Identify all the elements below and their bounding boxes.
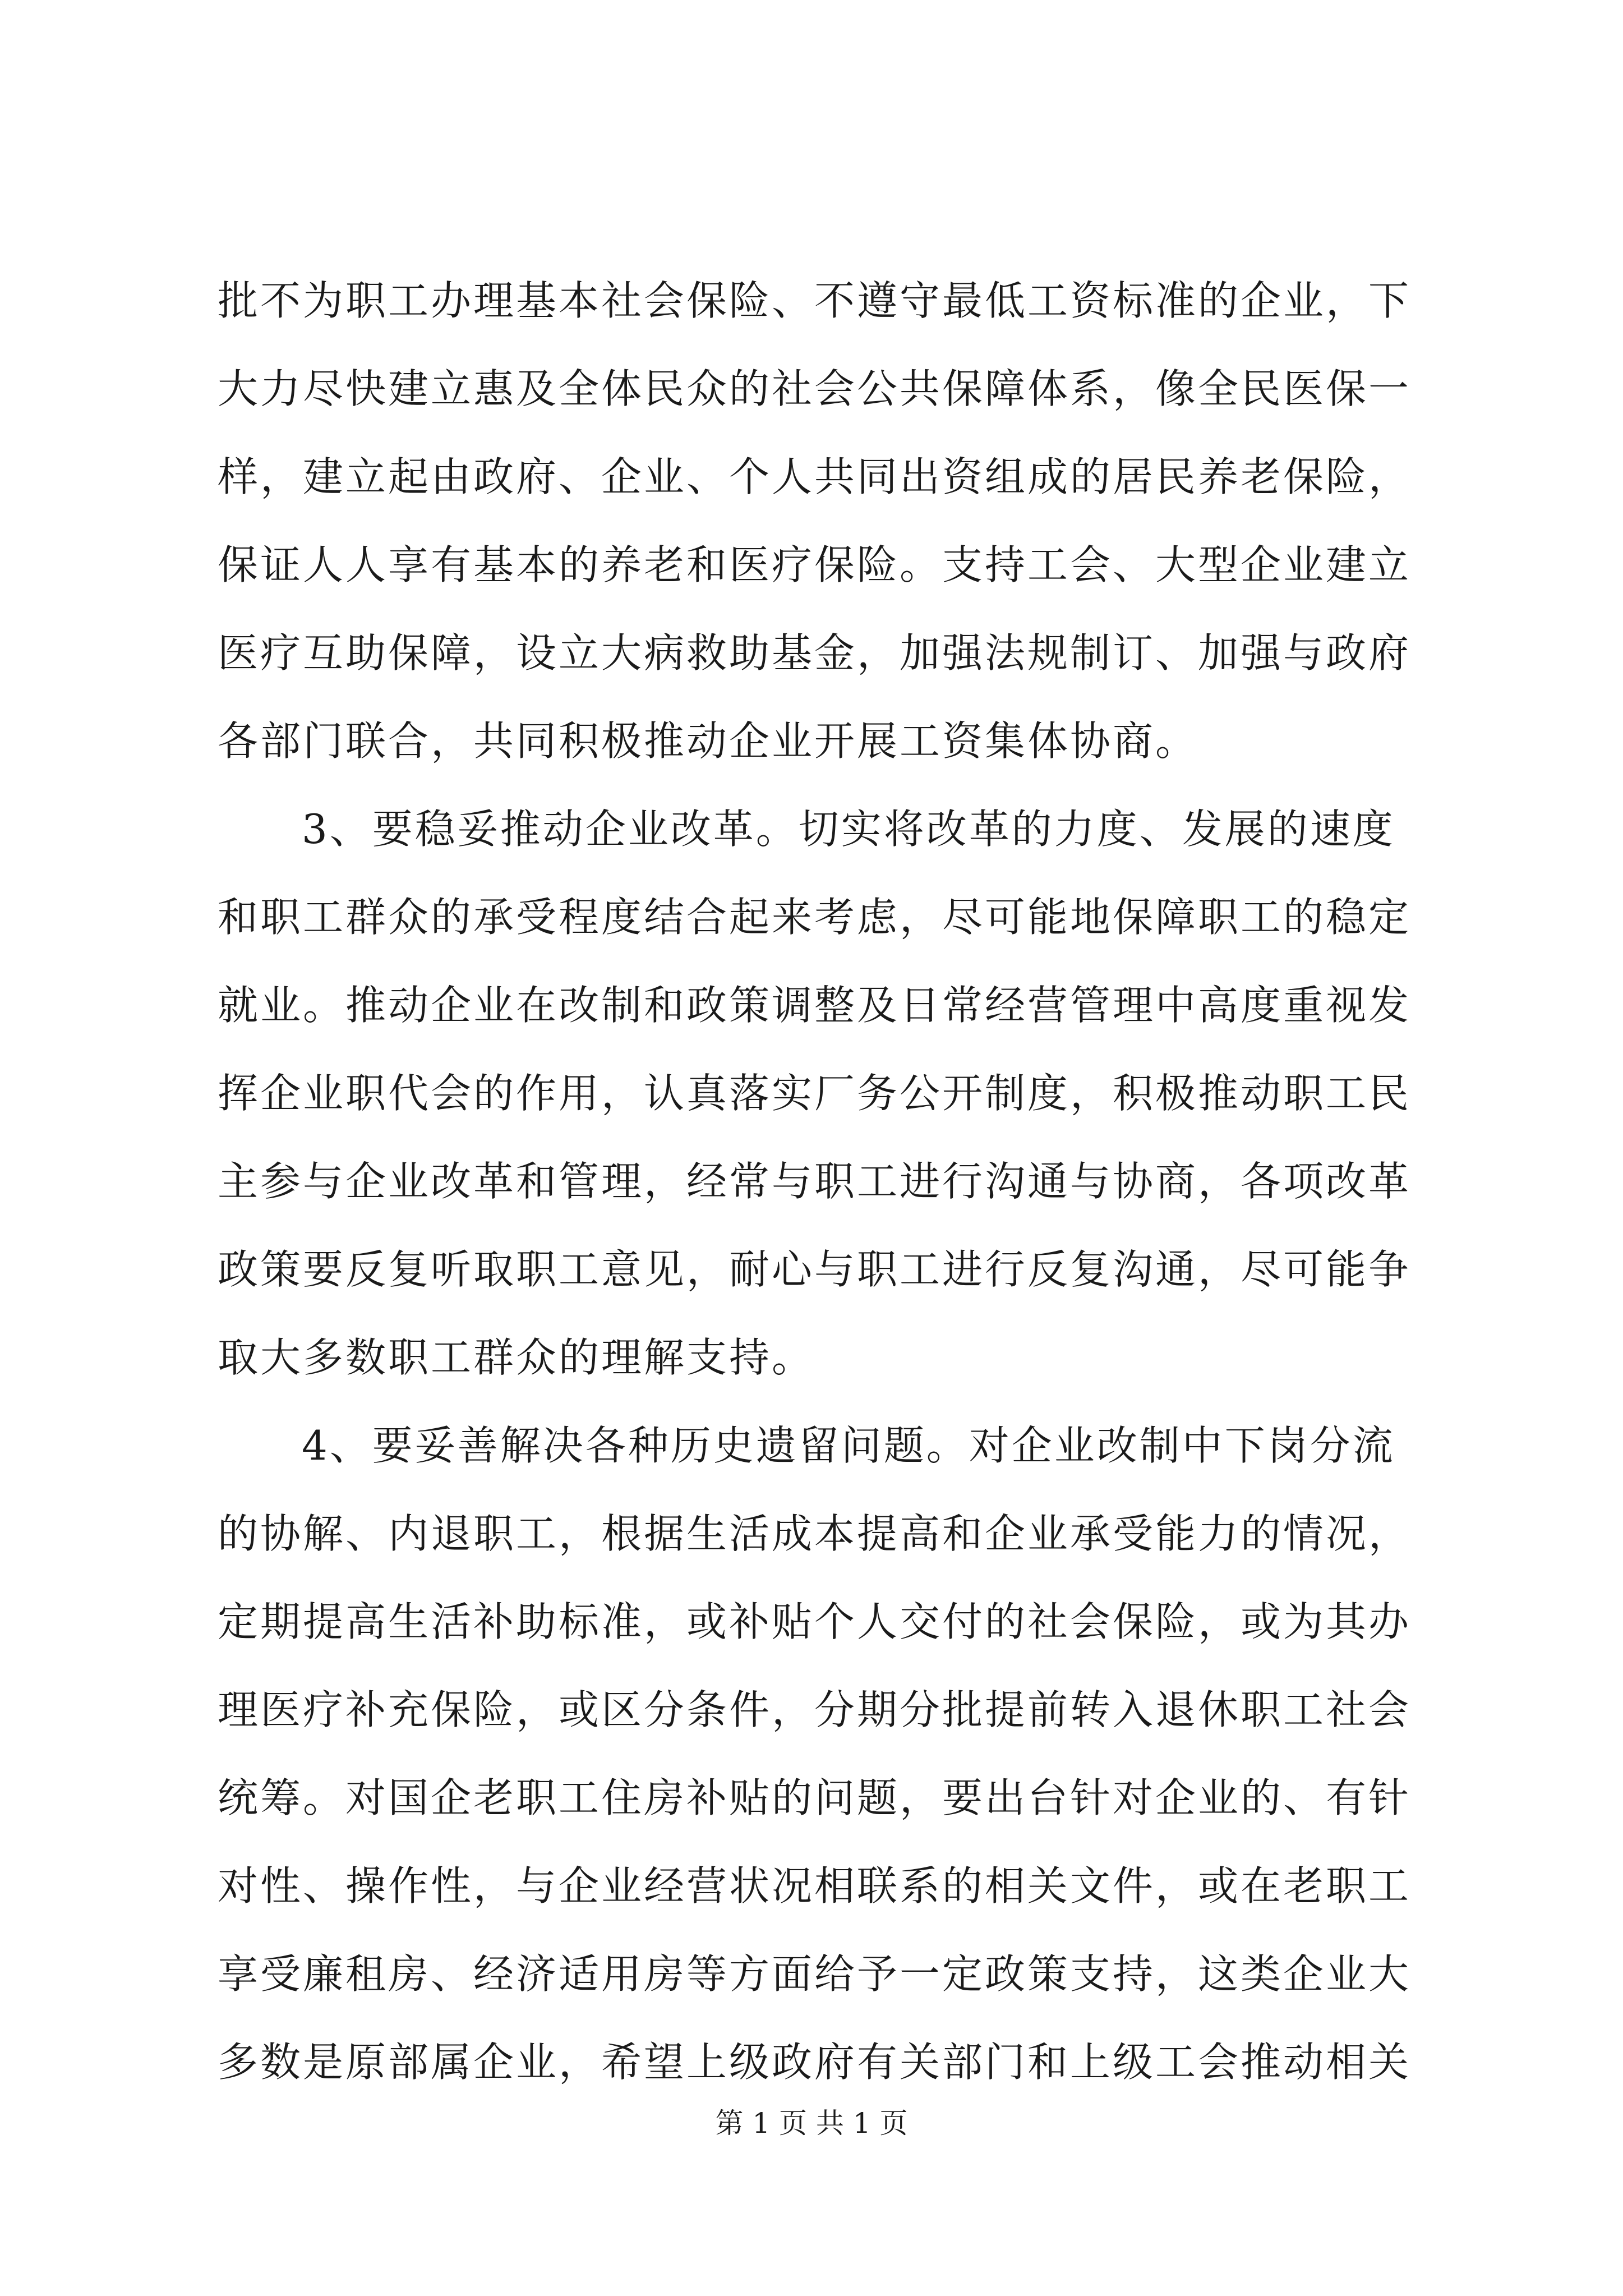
page-footer: 第 1 页 共 1 页 (715, 2107, 908, 2139)
text-line: 医疗互助保障，设立大病救助基金，加强法规制订、加强与政府 (218, 629, 1412, 677)
text-line: 大力尽快建立惠及全体民众的社会公共保障体系，像全民医保一 (218, 365, 1412, 412)
text-line: 批不为职工办理基本社会保险、不遵守最低工资标准的企业，下 (218, 277, 1412, 324)
paragraph-start-line: 3、要稳妥推动企业改革。切实将改革的力度、发展的速度 (302, 806, 1395, 853)
text-line: 政策要反复听取职工意见，耐心与职工进行反复沟通，尽可能争 (218, 1246, 1412, 1293)
text-line: 主参与企业改革和管理，经常与职工进行沟通与协商，各项改革 (218, 1158, 1412, 1205)
text-line: 保证人人享有基本的养老和医疗保险。支持工会、大型企业建立 (218, 541, 1412, 588)
text-line: 享受廉租房、经济适用房等方面给予一定政策支持，这类企业大 (218, 1950, 1412, 1998)
text-line: 多数是原部属企业，希望上级政府有关部门和上级工会推动相关 (218, 2039, 1412, 2086)
text-line: 的协解、内退职工，根据生活成本提高和企业承受能力的情况， (218, 1510, 1412, 1557)
text-line: 各部门联合，共同积极推动企业开展工资集体协商。 (218, 717, 1198, 765)
text-line: 就业。推动企业在改制和政策调整及日常经营管理中高度重视发 (218, 982, 1412, 1029)
paragraph-start-line: 4、要妥善解决各种历史遗留问题。对企业改制中下岗分流 (302, 1422, 1395, 1469)
text-line: 统筹。对国企老职工住房补贴的问题，要出台针对企业的、有针 (218, 1774, 1412, 1821)
text-line: 取大多数职工群众的理解支持。 (218, 1334, 815, 1381)
text-line: 和职工群众的承受程度结合起来考虑，尽可能地保障职工的稳定 (218, 894, 1412, 941)
text-line: 对性、操作性，与企业经营状况相联系的相关文件，或在老职工 (218, 1862, 1412, 1910)
document-body (218, 257, 1423, 2106)
text-line: 挥企业职代会的作用，认真落实厂务公开制度，积极推动职工民 (218, 1070, 1412, 1117)
text-line: 定期提高生活补助标准，或补贴个人交付的社会保险，或为其办 (218, 1598, 1412, 1645)
text-line: 理医疗补充保险，或区分条件，分期分批提前转入退休职工社会 (218, 1686, 1412, 1733)
text-line: 样，建立起由政府、企业、个人共同出资组成的居民养老保险， (218, 453, 1412, 500)
